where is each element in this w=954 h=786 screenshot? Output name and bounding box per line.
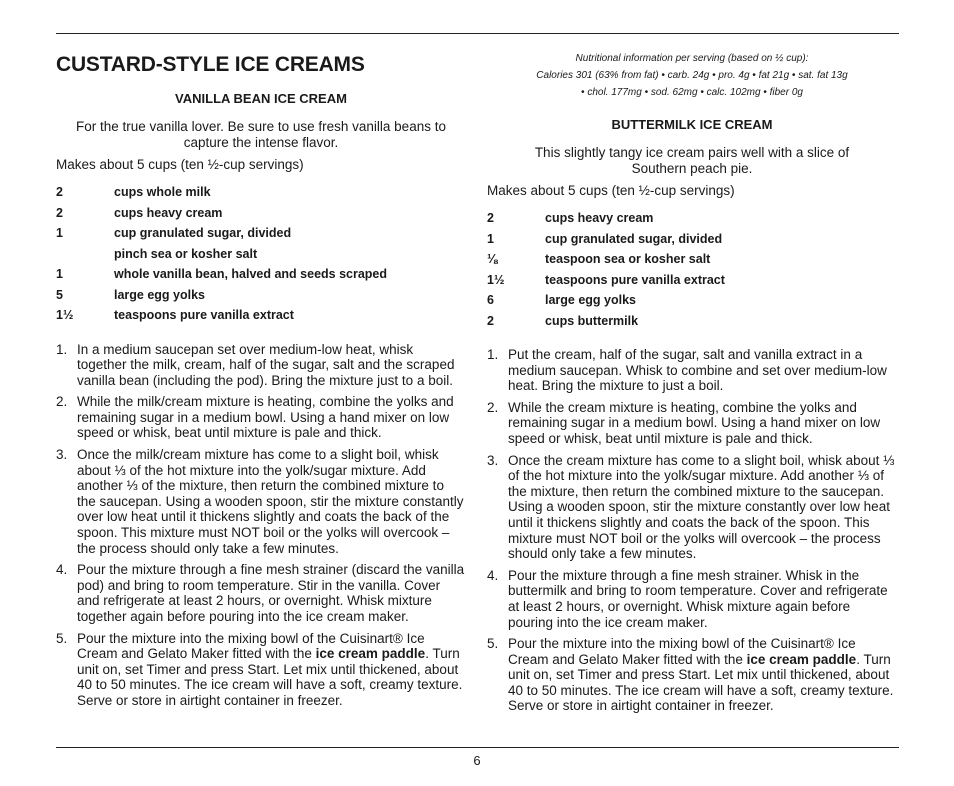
ingredient-row	[487, 252, 897, 273]
ingredient-row	[487, 293, 897, 314]
bottom-rule	[56, 747, 899, 748]
step-text: Pour the mixture through a fine mesh strainer. Whisk in the buttermilk and bring to room temperature. Cover and refrigerate at least 2 hours, or overnight. Whisk mixture again before pouring into the ice cream maker.	[508, 567, 888, 630]
ingredient-row	[56, 185, 466, 206]
ingredient-qty: 6	[487, 293, 494, 307]
step-text: Once the milk/cream mixture has come to a slight boil, whisk about ⅓ of the hot mixture into the yolk/sugar mixture. Add another ⅓ of the mixture, then return the combined mixture to the saucepan. Using a wooden spoon, stir the mixture constantly over low heat until it thickens slightly and coats the back of the spoon. This mixture must NOT boil or the yolks will overcook – the process should only take a few minutes.	[77, 447, 464, 556]
ingredient-item: teaspoon sea or kosher salt	[545, 252, 711, 266]
nutrition-line-3: • chol. 177mg • sod. 62mg • calc. 102mg • fiber 0g	[581, 87, 803, 98]
step-text-after: . Turn unit on, set Timer and press Start. Let mix until thickened, about 40 to 50 minutes. The ice cream will have a soft, creamy texture. Serve or store in airtight container in freezer.	[77, 646, 463, 708]
vanilla-ingredients-list	[56, 185, 466, 329]
ingredient-qty: 1½	[56, 308, 74, 322]
step-number: 5.	[56, 630, 68, 646]
step-number: 2.	[487, 399, 499, 415]
ingredient-item: cups heavy cream	[545, 211, 654, 225]
step-text-bold: ice cream paddle	[746, 651, 857, 667]
step-text: While the milk/cream mixture is heating, combine the yolks and remaining sugar in a medium bowl. Using a hand mixer on low speed or whisk, beat until mixture is pale and thick.	[77, 394, 454, 441]
vanilla-steps-list	[56, 342, 466, 709]
ingredient-item: large egg yolks	[114, 287, 206, 302]
vanilla-yield: Makes about 5 cups (ten ½-cup servings)	[56, 157, 304, 172]
ingredient-qty: 2	[487, 313, 494, 328]
ingredient-qty: 1	[487, 231, 494, 246]
step-text-after: . Turn unit on, set Timer and press Start. Let mix until thickened, about 40 to 50 minutes. The ice cream will have a soft, creamy texture. Serve or store in airtight container in freezer.	[508, 651, 894, 714]
step-text	[508, 636, 897, 714]
step-text-before: Pour the mixture into the mixing bowl of the Cuisinart® Ice Cream and Gelato Maker fitted with the	[508, 636, 856, 667]
step-item	[56, 447, 466, 556]
ingredient-qty: 1	[56, 226, 63, 240]
ingredient-item: cups whole milk	[114, 185, 211, 199]
ingredient-item: cups buttermilk	[545, 313, 639, 328]
step-text: While the cream mixture is heating, combine the yolks and remaining sugar in a medium bowl. Using a hand mixer on low speed or whisk, beat until mixture is pale and thick.	[508, 399, 881, 446]
nutrition-line-1: Nutritional information per serving (based on ½ cup):	[575, 53, 809, 64]
step-item	[56, 394, 466, 441]
ingredient-qty: 5	[56, 287, 63, 302]
page-title: CUSTARD-STYLE ICE CREAMS	[56, 53, 365, 76]
ingredient-qty: 2	[56, 205, 63, 220]
buttermilk-ingredients-list	[487, 211, 897, 334]
top-rule	[56, 33, 899, 34]
step-number: 1.	[56, 341, 68, 357]
ingredient-row	[487, 232, 897, 253]
left-column	[56, 50, 466, 715]
ingredient-row	[56, 288, 466, 309]
ingredient-row	[487, 211, 897, 232]
step-text: Put the cream, half of the sugar, salt and vanilla extract in a medium saucepan. Whisk to combine and set over medium-low heat. Bring the mixture to just a boil.	[508, 347, 887, 394]
step-item	[487, 568, 897, 630]
ingredient-row	[56, 267, 466, 288]
nutrition-line-2: Calories 301 (63% from fat) • carb. 24g • pro. 4g • fat 21g • sat. fat 13g	[536, 70, 848, 81]
right-column	[487, 50, 897, 720]
ingredient-qty: 2	[56, 185, 63, 199]
step-number: 2.	[56, 394, 68, 410]
ingredient-item: cups heavy cream	[114, 205, 223, 220]
ingredient-qty: ⅛	[487, 252, 498, 266]
ingredient-item: teaspoons pure vanilla extract	[114, 308, 294, 322]
ingredient-item: whole vanilla bean, halved and seeds scraped	[114, 267, 388, 281]
step-text: Once the cream mixture has come to a slight boil, whisk about ⅓ of the hot mixture into the yolk/sugar mixture. Add another ⅓ of the mixture, then return the combined mixture to the saucepan. Using a wooden spoon, stir the mixture constantly over low heat until it thickens slightly and coats the back of the spoon. This mixture must NOT boil or the yolks will overcook – the process should only take a few minutes.	[508, 452, 895, 562]
step-text: In a medium saucepan set over medium-low heat, whisk together the milk, cream, half of the sugar, salt and the scraped vanilla bean (including the pod). Bring the mixture just to a boil.	[77, 341, 455, 388]
step-number: 1.	[487, 347, 499, 362]
step-item	[487, 347, 897, 394]
step-number: 4.	[487, 567, 499, 583]
ingredient-row	[56, 206, 466, 227]
step-item	[56, 342, 466, 389]
step-item	[487, 453, 897, 562]
ingredient-item: teaspoons pure vanilla extract	[545, 272, 725, 287]
ingredient-row	[56, 308, 466, 329]
step-number: 3.	[487, 452, 499, 468]
ingredient-item: cup granulated sugar, divided	[114, 226, 292, 240]
ingredient-row	[56, 226, 466, 247]
vanilla-intro: For the true vanilla lover. Be sure to use fresh vanilla beans to capture the intense flavor.	[76, 119, 446, 150]
step-text: Pour the mixture through a fine mesh strainer (discard the vanilla pod) and bring to room temperature. Stir in the vanilla. Cover and refrigerate at least 2 hours, or overnight. Whisk mixture together again before pouring into the ice cream maker.	[77, 562, 465, 624]
ingredient-item: cup granulated sugar, divided	[545, 231, 723, 246]
buttermilk-recipe-title: BUTTERMILK ICE CREAM	[611, 117, 773, 132]
step-number: 5.	[487, 636, 499, 652]
step-number: 4.	[56, 562, 68, 578]
buttermilk-steps-list	[487, 347, 897, 714]
ingredient-item: large egg yolks	[545, 293, 637, 307]
ingredient-qty: 2	[487, 211, 494, 225]
ingredient-row	[56, 247, 466, 268]
page-number: 6	[473, 753, 481, 768]
step-text	[77, 631, 466, 709]
buttermilk-yield: Makes about 5 cups (ten ½-cup servings)	[487, 183, 735, 198]
ingredient-item: pinch sea or kosher salt	[114, 246, 258, 261]
ingredient-row	[487, 273, 897, 294]
step-item	[487, 400, 897, 447]
step-number: 3.	[56, 447, 68, 463]
ingredient-qty: 1½	[487, 272, 505, 287]
step-text-bold: ice cream paddle	[315, 646, 426, 662]
ingredient-qty: 1	[56, 267, 63, 281]
vanilla-recipe-title: VANILLA BEAN ICE CREAM	[175, 91, 347, 106]
step-item	[56, 631, 466, 709]
nutrition-info	[487, 50, 897, 101]
step-text-before: Pour the mixture into the mixing bowl of the Cuisinart® Ice Cream and Gelato Maker fitted with the	[77, 630, 425, 662]
step-item	[56, 562, 466, 624]
buttermilk-intro: This slightly tangy ice cream pairs well with a slice of Southern peach pie.	[534, 145, 850, 176]
step-item	[487, 636, 897, 714]
ingredient-row	[487, 314, 897, 335]
